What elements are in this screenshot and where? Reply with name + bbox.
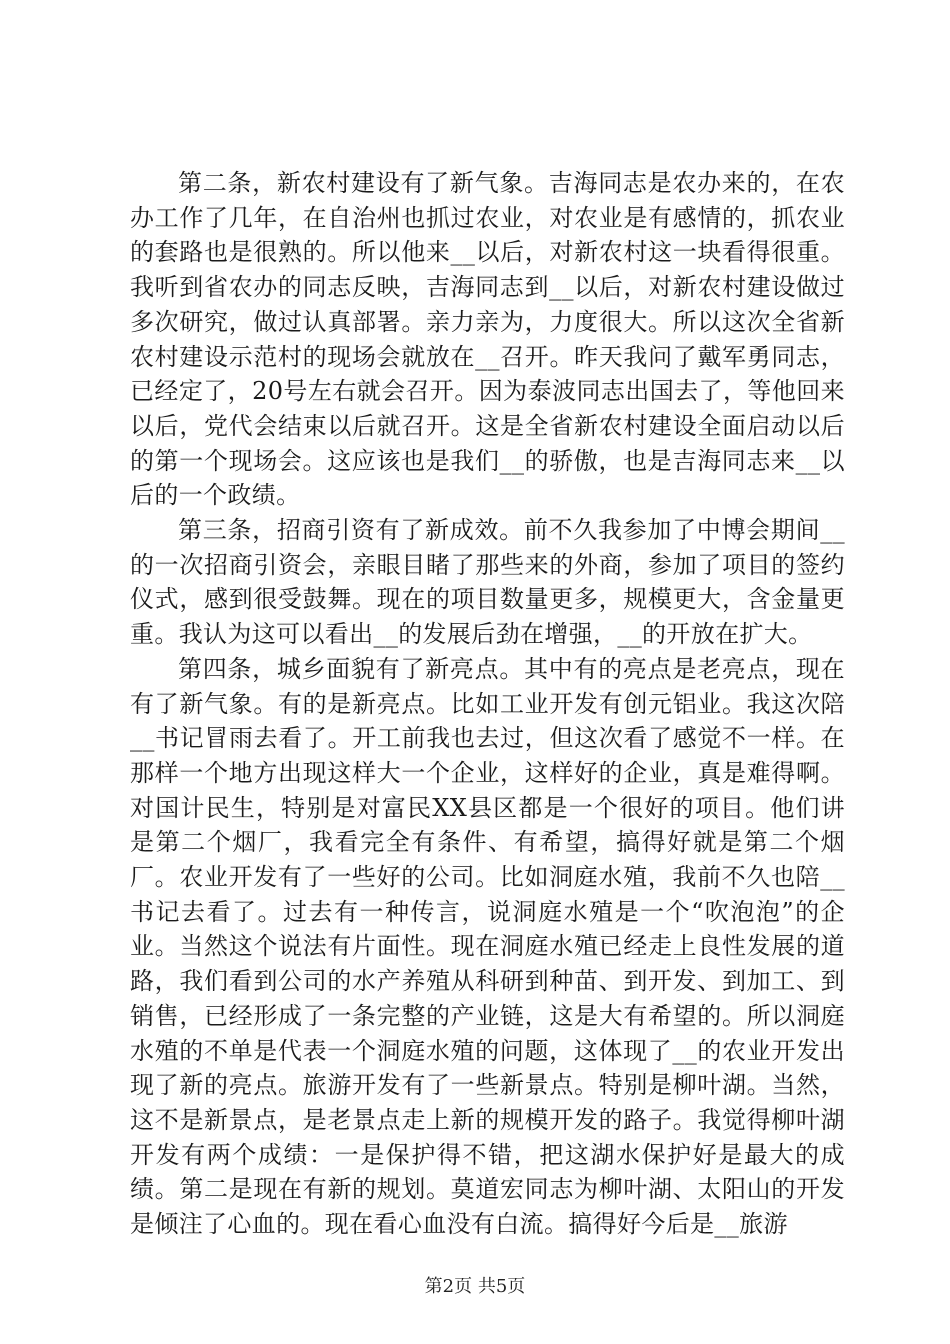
document-body (130, 166, 845, 1242)
paragraph-2: 第三条，招商引资有了新成效。前不久我参加了中博会期间__的一次招商引资会，亲眼目睹了那些来的外商，参加了项目的签约仪式，感到很受鼓舞。现在的项目数量更多，规模更大，含金量更重。我认为这可以看出__的发展后劲在增强，__的开放在扩大。 (130, 516, 845, 649)
paragraph-3: 第四条，城乡面貌有了新亮点。其中有的亮点是老亮点，现在有了新气象。有的是新亮点。比如工业开发有创元铝业。我这次陪__书记冒雨去看了。开工前我也去过，但这次看了感觉不一样。在那样一个地方出现这样大一个企业，这样好的企业，真是难得啊。对国计民生，特别是对富民XX县区都是一个很好的项目。他们讲是第二个烟厂，我看完全有条件、有希望，搞得好就是第二个烟厂。农业开发有了一些好的公司。比如洞庭水殖，我前不久也陪__书记去看了。过去有一种传言，说洞庭水殖是一个“吹泡泡”的企业。当然这个说法有片面性。现在洞庭水殖已经走上良性发展的道路，我们看到公司的水产养殖从科研到种苗、到开发、到加工、到销售，已经形成了一条完整的产业链，这是大有希望的。所以洞庭水殖的不单是代表一个洞庭水殖的问题，这体现了__的农业开发出现了新的亮点。旅游开发有了一些新景点。特别是柳叶湖。当然，这不是新景点，是老景点走上新的规模开发的路子。我觉得柳叶湖开发有两个成绩：一是保护得不错，把这湖水保护好是最大的成绩。第二是现在有新的规划。莫道宏同志为柳叶湖、太阳山的开发是倾注了心血的。现在看心血没有白流。搞得好今后是__旅游 (130, 654, 845, 1239)
paragraph-1: 第二条，新农村建设有了新气象。吉海同志是农办来的，在农办工作了几年，在自治州也抓过农业，对农业是有感情的，抓农业的套路也是很熟的。所以他来__以后，对新农村这一块看得很重。我听到省农办的同志反映，吉海同志到__以后，对新农村建设做过多次研究，做过认真部署。亲力亲为，力度很大。所以这次全省新农村建设示范村的现场会就放在__召开。昨天我问了戴军勇同志，已经定了，20号左右就会召开。因为泰波同志出国去了，等他回来以后，党代会结束以后就召开。这是全省新农村建设全面启动以后的第一个现场会。这应该也是我们__的骄傲，也是吉海同志来__以后的一个政绩。 (130, 169, 845, 510)
page-footer: 第2页 共5页 (424, 1276, 526, 1297)
